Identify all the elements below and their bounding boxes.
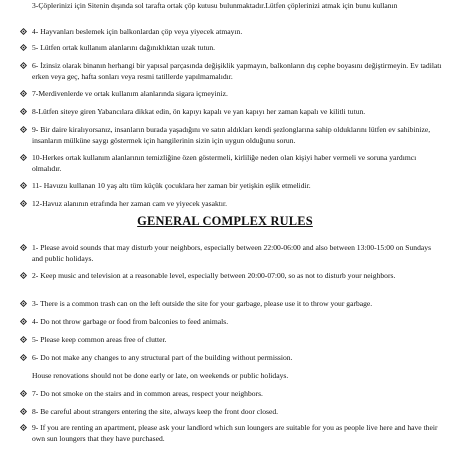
list-item [32, 88, 442, 99]
diamond-bullet-icon [20, 126, 27, 133]
rule-text: 5- Please keep common areas free of clutter. [32, 335, 167, 344]
list-item [32, 26, 442, 37]
diamond-bullet-icon [20, 244, 27, 251]
list-item [32, 42, 442, 53]
diamond-bullet-icon [20, 300, 27, 307]
diamond-bullet-icon [20, 318, 27, 325]
list-item [32, 334, 442, 345]
diamond-bullet-icon [20, 44, 27, 51]
list-item [32, 388, 442, 399]
diamond-bullet-icon [20, 424, 27, 431]
diamond-bullet-icon [20, 200, 27, 207]
rule-text: 6- Do not make any changes to any structural part of the building without permission. [32, 353, 293, 362]
diamond-bullet-icon [20, 408, 27, 415]
rule-text: 7- Do not smoke on the stairs and in common areas, respect your neighbors. [32, 389, 263, 398]
list-item [32, 124, 442, 146]
diamond-bullet-icon [20, 62, 27, 69]
diamond-bullet-icon [20, 336, 27, 343]
rule-text: 1- Please avoid sounds that may disturb your neighbors, especially between 22:00-06:00 and also between 13:00-15:00 on Sundays and public holidays. [32, 243, 432, 263]
diamond-bullet-icon [20, 154, 27, 161]
diamond-bullet-icon [20, 354, 27, 361]
rule-text: 9- Bir daire kiralıyorsanız, insanların burada yaşadığını ve satın aldıkları kendi şezlonglarına sahip olduklarını lütfen ev sahibinize, insanların mülküne saygı göstermek için hangilerinin sizin için uygun olduğunu sorun. [32, 125, 431, 145]
list-item [32, 0, 442, 11]
diamond-bullet-icon [20, 108, 27, 115]
list-item [32, 152, 442, 174]
rule-text: 8- Be careful about strangers entering the site, always keep the front door closed. [32, 407, 279, 416]
rule-text: 11- Havuzu kullanan 10 yaş altı tüm küçük çocuklara her zaman bir yetişkin eşlik etmelidir. [32, 181, 311, 190]
rule-text: 4- Hayvanları beslemek için balkonlardan çöp veya yiyecek atmayın. [32, 27, 243, 36]
rule-text: 2- Keep music and television at a reasonable level, especially between 20:00-07:00, so as not to disturb your neighbors. [32, 271, 396, 280]
list-item [32, 242, 442, 264]
list-item [32, 406, 442, 417]
list-item [32, 298, 442, 309]
list-item [32, 316, 442, 327]
rule-text: 3-Çöplerinizi için Sitenin dışında sol tarafta ortak çöp kutusu bulunmaktadır.Lütfen çöplerinizi atmak için bunu kullanın [32, 1, 398, 10]
list-item [32, 352, 442, 363]
diamond-bullet-icon [20, 272, 27, 279]
list-item [32, 422, 442, 444]
rule-text: 4- Do not throw garbage or food from balconies to feed animals. [32, 317, 229, 326]
list-item [32, 198, 442, 209]
rule-text: 8-Lütfen siteye giren Yabancılara dikkat edin, ön kapıyı kapalı ve yan kapıyı her zaman kapalı ve kilitli tutun. [32, 107, 366, 116]
diamond-bullet-icon [20, 90, 27, 97]
page-title: GENERAL COMPLEX RULES [137, 214, 313, 228]
rule-text: 12-Havuz alanının etrafında her zaman cam ve yiyecek yasaktır. [32, 199, 228, 208]
list-item [32, 106, 442, 117]
list-item [32, 270, 442, 281]
rule-text: 6- İzinsiz olarak binanın herhangi bir yapısal parçasında değişiklik yapmayın, balkonların dış cephe boyasını değiştirmeyin. Ev tadilatı erken veya geç, hafta sonları veya resmi tatillerde yapılmamalıdır. [32, 61, 442, 81]
rule-text: 9- If you are renting an apartment, please ask your landlord which sun loungers are suitable for you as people live here and have their own sun loungers that they have purchased. [32, 423, 438, 443]
diamond-bullet-icon [20, 182, 27, 189]
list-item [32, 60, 442, 82]
rule-text: House renovations should not be done early or late, on weekends or public holidays. [32, 371, 289, 380]
rule-text: 7-Merdivenlerde ve ortak kullanım alanlarında sigara içmeyiniz. [32, 89, 228, 98]
list-item [32, 180, 442, 191]
diamond-bullet-icon [20, 390, 27, 397]
diamond-bullet-icon [20, 28, 27, 35]
rule-text: 5- Lütfen ortak kullanım alanlarını dağınıklıktan uzak tutun. [32, 43, 216, 52]
rule-text: 10-Herkes ortak kullanım alanlarının temizliğine özen göstermeli, kirliliğe neden olan kişiyi haber vermeli ve soruna yardımcı olmalıdır. [32, 153, 417, 173]
rule-text: 3- There is a common trash can on the left outside the site for your garbage, please use it to throw your garbage. [32, 299, 373, 308]
list-item [32, 370, 442, 381]
